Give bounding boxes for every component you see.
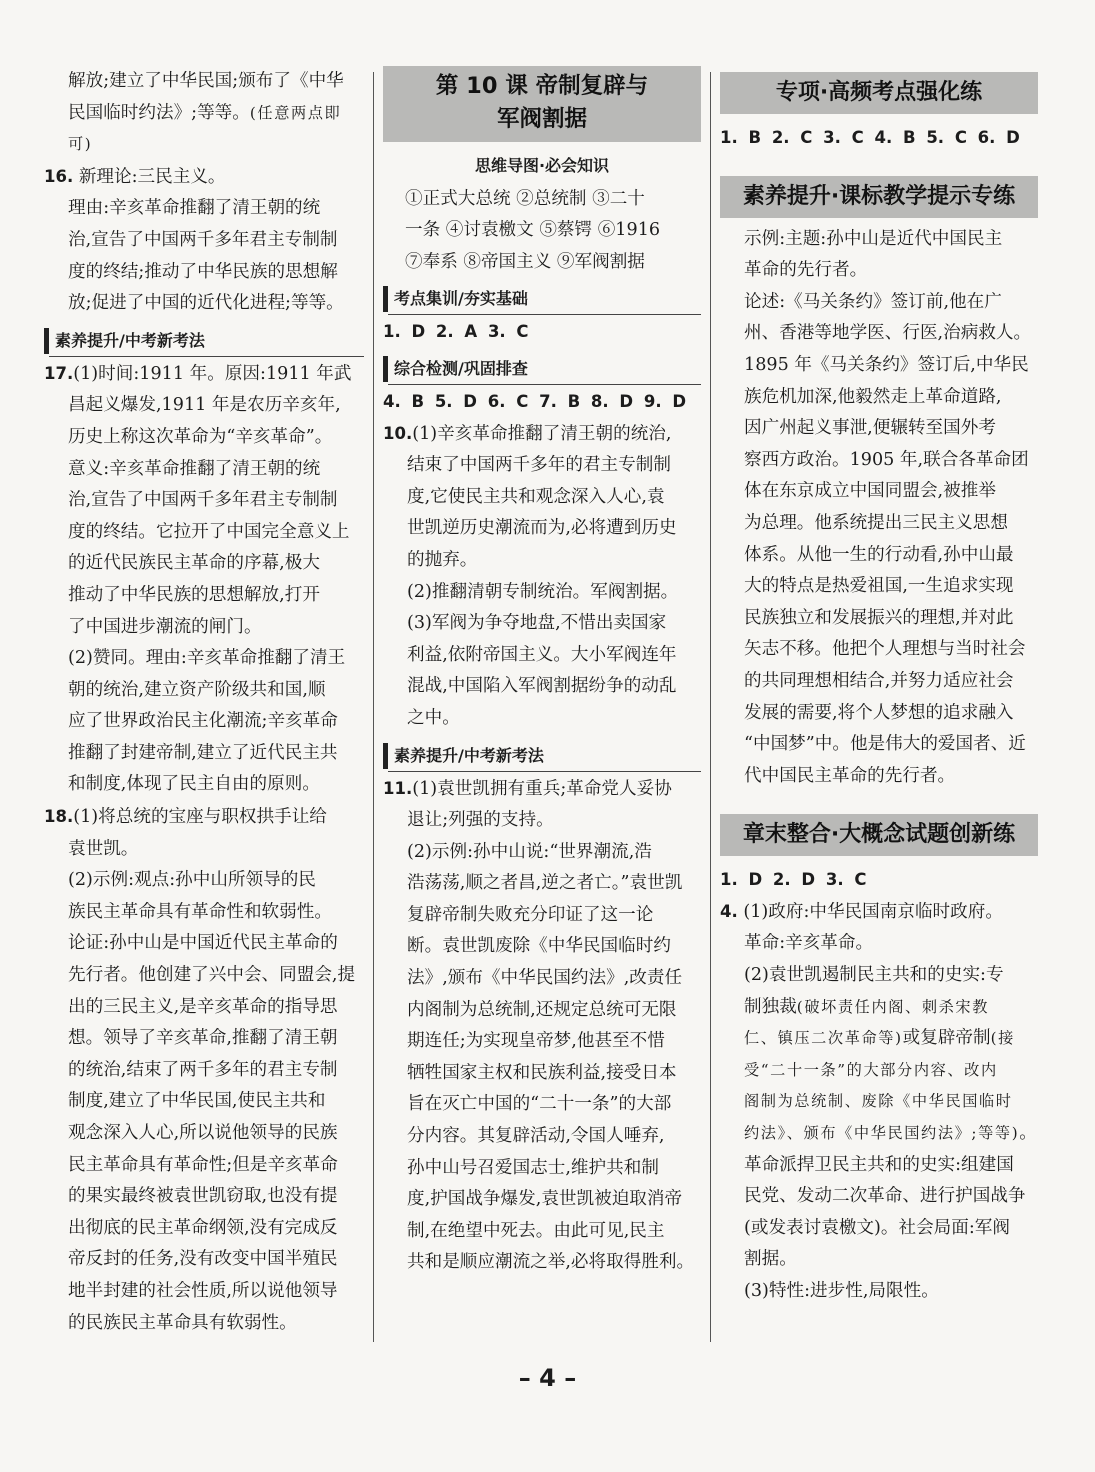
question-18-part1: 袁世凯。 <box>68 838 139 859</box>
column-3 <box>720 66 1038 1308</box>
question-17-part2: (2)赞同。理由:辛亥革命推翻了清王 朝的统治,建立资产阶级共和国,顺 应了世界政治民主化潮流;辛亥革命 推翻了封建帝制,建立了近代民主共 和制度,体现了民主自由的原则。 <box>68 648 346 795</box>
column-2 <box>383 66 701 1279</box>
answers-high-frequency: 1. B 2. C 3. C 4. B 5. C 6. D <box>720 128 1020 147</box>
section-heading-new: 素养提升/中考新考法 <box>383 743 701 769</box>
question-4-part3: (3)特性:进步性,局限性。 <box>744 1281 939 1301</box>
page-number: – 4 – <box>518 1364 577 1392</box>
question-17-part1: 昌起义爆发,1911 年是农历辛亥年, 历史上称这次革命为“辛亥革命”。 意义:辛亥革命推翻了清王朝的统 治,宣告了中国两千多年君主专制制 度的终结。它拉开了中国完全意义上 的近代民族民主革命的序幕,极大 推动了中华民族的思想解放,打开 了中国进步潮流的闸门。 <box>68 395 350 637</box>
answers-basics: 1. D 2. A 3. C <box>383 322 529 342</box>
question-18-part2: (2)示例:观点:孙中山所领导的民 族民主革命具有革命性和软弱性。 论证:孙中山是中国近代民主革命的 先行者。他创建了兴中会、同盟会,提 出的三民主义,是辛亥革命的指导思 想。领导了辛亥革命,推翻了清王朝 的统治,结束了两千多年的君主专制 制度,建立了中华民国,使民主共和 观念深入人心,所以说他领导的民族 民主革命具有革命性;但是辛亥革命 的果实最终被袁世凯窃取,也没有提 出彻底的民主革命纲领,没有完成反 帝反封的任务,没有改变中国半殖民 地半封建的社会性质,所以说他领导 的民族民主革命具有软弱性。 <box>68 870 356 1333</box>
question-10-part1: 结束了中国两千多年的君主专制制 度,它使民主共和观念深入人心,袁 世凯逆历史潮流而为,必将遭到历史 的抛弃。 <box>407 455 677 570</box>
banner-high-frequency: 专项·高频考点强化练 <box>720 72 1038 114</box>
mindmap-heading: 思维导图·必会知识 <box>474 156 610 175</box>
answers-chapter-summary: 1. D 2. D 3. C <box>720 870 867 890</box>
question-18: 18.(1)将总统的宝座与职权拱手让给 <box>44 807 327 828</box>
question-10-part2: (2)推翻清朝专制统治。军阀割据。 <box>407 581 679 602</box>
column-1 <box>44 66 364 1339</box>
question-4: 4. (1)政府:中华民国南京临时政府。 <box>720 901 1003 922</box>
question-17: 17.(1)时间:1911 年。原因:1911 年武 <box>44 363 352 384</box>
question-4-part1: 革命:辛亥革命。 <box>744 933 874 954</box>
column-divider-1 <box>373 72 374 1342</box>
question-10: 10.(1)辛亥革命推翻了清王朝的统治, <box>383 423 672 444</box>
question-16: 16. 新理论:三民主义。 <box>44 166 226 187</box>
section-heading-basics: 考点集训/夯实基础 <box>383 286 701 312</box>
banner-curriculum: 素养提升·课标教学提示专练 <box>720 176 1038 218</box>
section-heading-review: 综合检测/巩固排查 <box>383 356 701 382</box>
banner-chapter-summary: 章末整合·大概念试题创新练 <box>720 814 1038 856</box>
question-11-part2: (2)示例:孙中山说:“世界潮流,浩 浩荡荡,顺之者昌,逆之者亡。”袁世凯 复辟帝制失败充分印证了这一论 断。袁世凯废除《中华民国临时约 法》,颁布《中华民国约法》,改责任 内阁制为总统制,还规定总统可无限 期连任;为实现皇帝梦,他甚至不惜 牺牲国家主权和民族利益,接受日本 旨在灭亡中国的“二十一条”的大部 分内容。其复辟活动,令国人唾弃, 孙中山号召爱国志士,维护共和制 度,护国战争爆发,袁世凯被迫取消帝 制,在绝望中死去。由此可见,民主 共和是顺应潮流之举,必将取得胜利。 <box>407 841 695 1273</box>
lesson-title: 第 10 课 帝制复辟与 军阀割据 <box>383 66 701 142</box>
question-4-part2: (2)袁世凯遏制民主共和的史实:专 制独裁(破坏责任内阁、刺杀宋教 仁、镇压二次革命等)或复辟帝制(接 受“二十一条”的大部分内容、改内 阁制为总统制、废除《中华民国临时 约法》、颁布《中华民国约法》;等等)。 革命派捍卫民主共和的史实:组建国 民党、发动二次革命、进行护国战争 (或发表讨袁檄文)。社会局面:军阀 割据。 <box>744 965 1037 1270</box>
continued-answer: 解放;建立了中华民国;颁布了《中华 民国临时约法》;等等。(任意两点即可) <box>68 71 344 154</box>
section-heading: 素养提升/中考新考法 <box>44 328 364 354</box>
question-11-part1: 退让;列强的支持。 <box>407 810 554 831</box>
column-divider-2 <box>710 72 711 1342</box>
question-10-part3: (3)军阀为争夺地盘,不惜出卖国家 利益,依附帝国主义。大小军阀连年 混战,中国陷入军阀割据纷争的动乱 之中。 <box>407 613 677 728</box>
question-11: 11.(1)袁世凯拥有重兵;革命党人妥协 <box>383 778 672 799</box>
question-16-reason: 理由:辛亥革命推翻了清王朝的统 治,宣告了中国两千多年君主专制制 度的终结;推动了中华民族的思想解 放;促进了中国的近代化进程;等等。 <box>68 198 344 314</box>
mindmap-answers: ①正式大总统 ②总统制 ③二十 一条 ④讨袁檄文 ⑤蔡锷 ⑥1916 ⑦奉系 ⑧帝国主义 ⑨军阀割据 <box>405 188 661 272</box>
answers-review: 4. B 5. D 6. C 7. B 8. D 9. D <box>383 391 687 411</box>
curriculum-example: 示例:主题:孙中山是近代中国民主 革命的先行者。 论述:《马关条约》签订前,他在广 州、香港等地学医、行医,治病救人。 1895 年《马关条约》签订后,中华民 族危机加深,他毅然走上革命道路, 因广州起义事泄,便辗转至国外考 察西方政治。1905 年,联合各革命团 体在东京成立中国同盟会,被推举 为总理。他系统提出三民主义思想 体系。从他一生的行动看,孙中山最 大的特点是热爱祖国,一生追求实现 民族独立和发展振兴的理想,并对此 矢志不移。他把个人理想与当时社会 的共同理想相结合,并努力适应社会 发展的需要,将个人梦想的追求融入 “中国梦”中。他是伟大的爱国者、近 代中国民主革命的先行者。 <box>744 228 1032 786</box>
